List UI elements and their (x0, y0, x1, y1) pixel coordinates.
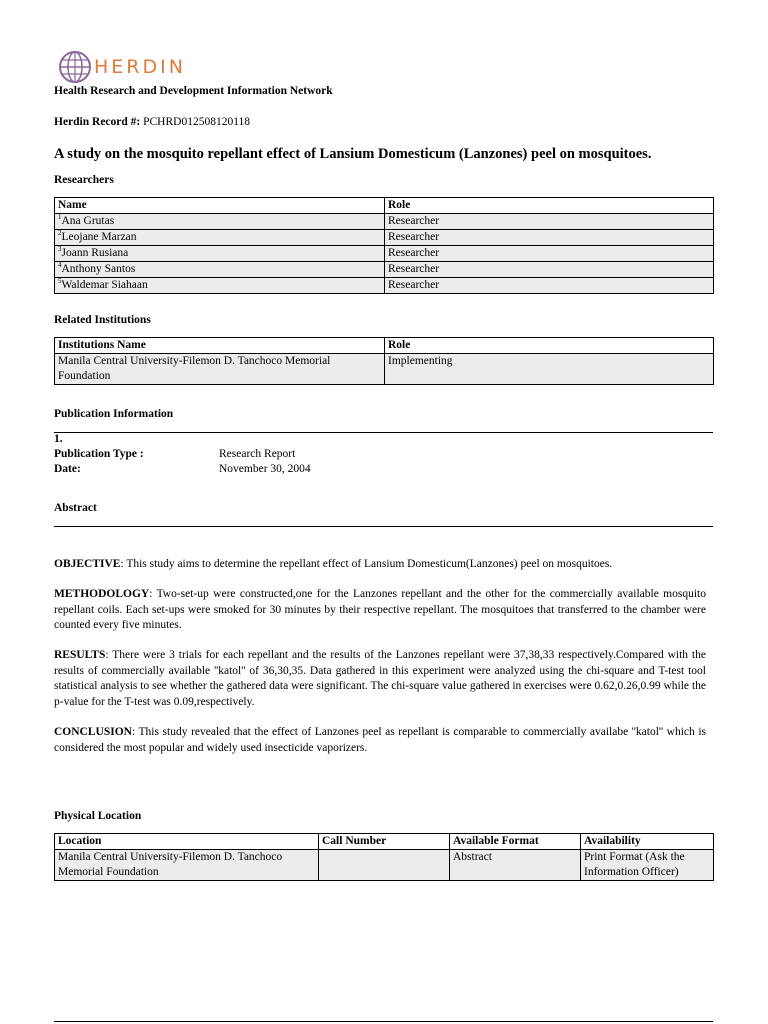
publication-type-value: Research Report (219, 448, 296, 460)
researcher-role: Researcher (385, 262, 714, 278)
table-row (55, 262, 714, 278)
record-label: Herdin Record #: (54, 116, 141, 128)
physical-location-heading: Physical Location (54, 810, 142, 822)
col-header-format: Available Format (450, 834, 581, 850)
globe-icon (58, 50, 92, 84)
methodology-paragraph: METHODOLOGY: Two-set-up were constructed,one for the Lanzones repellant and the other for the commercially available mosquito repellant coils. Each set-ups were smoked for 30 minutes by their respective repellant. The mosquitoes that transferred to the chamber were counted every five minutes. (54, 588, 706, 632)
publication-heading: Publication Information (54, 408, 174, 420)
results-paragraph: RESULTS: There were 3 trials for each repellant and the results of the Lanzones repellant were 37,38,33 respectively.Compared with the results of commercially available ''katol'' of 36,30,35. Data gathered in this experiment were analyzed using the chi-square and T-test tool statistical analysis to see whether the gathered data were significant. The chi-square value gathered in exercises were 0.62,0.26,0.99 while the p-value for the T-test was 0.09,respectively. (54, 649, 706, 708)
researcher-role: Researcher (385, 230, 714, 246)
institution-role: Implementing (385, 354, 714, 385)
table-row (55, 278, 714, 294)
record-number: PCHRD012508120118 (143, 116, 251, 128)
call-number-cell (319, 850, 450, 881)
conclusion-paragraph: CONCLUSION: This study revealed that the effect of Lanzones peel as repellant is comparable to commercially availabe ''katol'' which is considered the most popular and widely used insecticide vaporizers. (54, 726, 706, 754)
researcher-role: Researcher (385, 278, 714, 294)
researcher-name: $^4$Anthony Santos (55, 262, 385, 278)
divider (54, 432, 713, 433)
col-header-role: Role (385, 338, 714, 354)
herdin-logo (58, 50, 186, 84)
col-header-location: Location (55, 834, 319, 850)
publication-date-label: Date: (54, 463, 81, 475)
institution-name: Manila Central University-Filemon D. Tanchoco Memorial Foundation (55, 354, 385, 385)
institutions-table (54, 337, 714, 385)
format-cell: Abstract (450, 850, 581, 881)
researchers-table (54, 197, 714, 294)
table-row (55, 230, 714, 246)
table-row (55, 214, 714, 230)
researcher-role: Researcher (385, 214, 714, 230)
table-row (55, 246, 714, 262)
page-title: A study on the mosquito repellant effect of Lansium Domesticum (Lanzones) peel on mosquitoes. (54, 146, 652, 162)
researcher-name: $^5$Waldemar Siahaan (55, 278, 385, 294)
researcher-role: Researcher (385, 246, 714, 262)
researcher-name: $^2$Leojane Marzan (55, 230, 385, 246)
record-line (54, 116, 250, 128)
researcher-name: $^3$Joann Rusiana (55, 246, 385, 262)
publication-type-label: Publication Type : (54, 448, 144, 460)
physical-location-table (54, 833, 714, 881)
objective-paragraph: OBJECTIVE: This study aims to determine the repellant effect of Lansium Domesticum(Lanzones) peel on mosquitoes. (54, 558, 613, 570)
abstract-heading: Abstract (54, 502, 97, 514)
availability-cell: Print Format (Ask the Information Officer) (581, 850, 714, 881)
col-header-availability: Availability (581, 834, 714, 850)
divider (54, 526, 713, 527)
col-header-institution: Institutions Name (55, 338, 385, 354)
publication-number: 1. (54, 433, 63, 445)
network-name: Health Research and Development Information Network (54, 85, 333, 97)
col-header-call-number: Call Number (319, 834, 450, 850)
researcher-name: $^1$Ana Grutas (55, 214, 385, 230)
footer-divider (54, 1021, 713, 1022)
publication-date-value: November 30, 2004 (219, 463, 311, 475)
col-header-role: Role (385, 198, 714, 214)
logo-text: HERDIN (94, 56, 186, 78)
col-header-name: Name (55, 198, 385, 214)
researchers-heading: Researchers (54, 174, 114, 186)
institutions-heading: Related Institutions (54, 314, 151, 326)
table-row (55, 850, 714, 881)
location-cell: Manila Central University-Filemon D. Tanchoco Memorial Foundation (55, 850, 319, 881)
table-row (55, 354, 714, 385)
